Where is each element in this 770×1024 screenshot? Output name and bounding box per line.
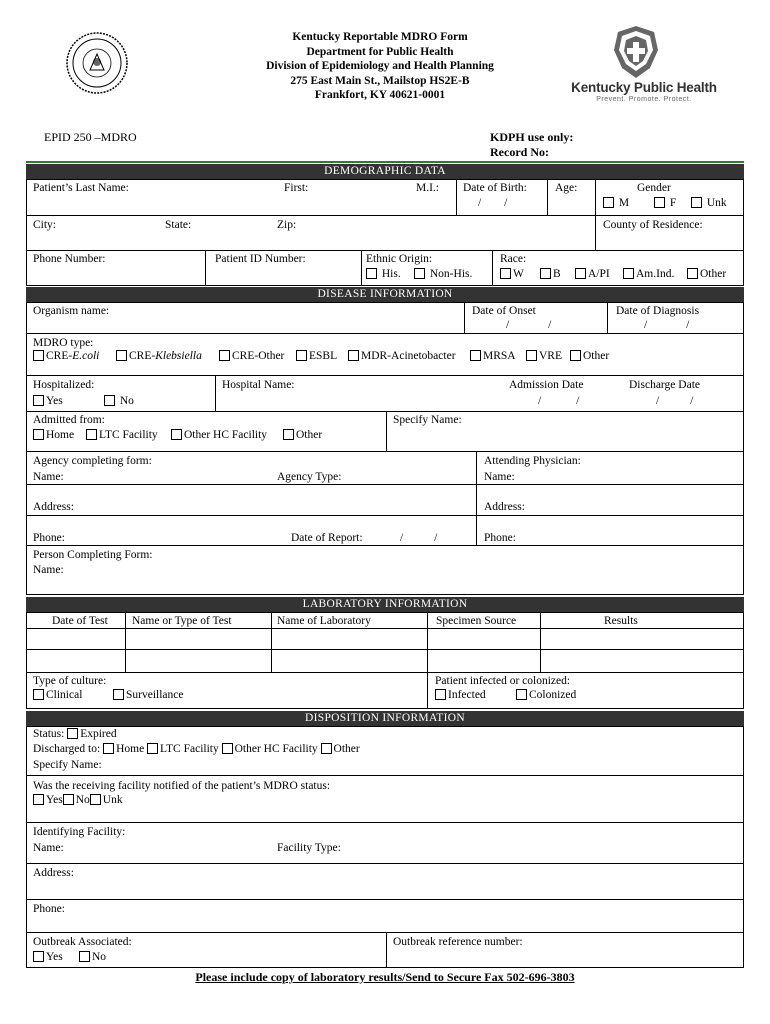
header-title: Kentucky Reportable MDRO Form [292,31,468,43]
expired-label: Expired [80,728,117,740]
colonized-checkbox[interactable] [516,689,527,700]
colonized-option[interactable]: Colonized [516,688,576,702]
discharge-date-label: Discharge Date [629,379,700,391]
specify-name-label: Specify Name: [393,414,462,426]
ethnic-origin-label: Ethnic Origin: [366,253,433,265]
culture-clinical-option[interactable]: Clinical [33,688,82,702]
record-no-label: Record No: [490,145,549,159]
header-city: Frankfort, KY 40621-0001 [314,89,446,101]
date-of-report-label: Date of Report: [291,532,363,544]
outbreak-yes-option[interactable]: Yes [33,950,63,964]
race-w-option[interactable]: W [500,267,524,281]
hospitalized-yes-option[interactable]: Yes [33,394,63,408]
gender-f-checkbox[interactable] [654,197,665,208]
gender-f-option[interactable]: F [654,196,676,210]
zip-label: Zip: [277,219,297,231]
city-label: City: [33,219,57,231]
form-header [200,30,560,103]
patient-id-label: Patient ID Number: [215,253,306,265]
race-b-option[interactable]: B [540,267,561,281]
discharged-other-hc-checkbox[interactable] [222,743,233,754]
date-of-report-slashes: / / [400,532,438,544]
hospitalized-label: Hospitalized: [33,379,95,391]
notified-options: Yes No Unk [33,793,123,807]
mdro-vre-option[interactable]: VRE [526,349,562,363]
lab-col-specimen: Specimen Source [436,615,517,627]
disease-section-header: DISEASE INFORMATION [26,287,744,302]
outbreak-reference-label: Outbreak reference number: [393,936,523,948]
kentucky-state-seal-icon [66,32,128,94]
facility-address-label: Address: [33,867,74,879]
county-label: County of Residence: [603,219,703,231]
nonhis-checkbox[interactable] [414,268,425,279]
discharged-ltc-checkbox[interactable] [147,743,158,754]
infected-checkbox[interactable] [435,689,446,700]
age-label: Age: [555,182,578,194]
demographic-section-header: DEMOGRAPHIC DATA [26,164,744,179]
discharge-slashes: / / [656,395,694,407]
agency-completing-label: Agency completing form: [33,455,152,467]
dob-slashes: / / [478,197,508,209]
person-completing-label: Person Completing Form: [33,549,153,561]
race-other-option[interactable]: Other [687,267,726,281]
facility-phone-label: Phone: [33,903,65,915]
ethnic-nonhis-option[interactable]: Non-His. [414,267,472,281]
facility-name-label: Name: [33,842,64,854]
hospitalized-no-option[interactable]: No [104,394,134,408]
lab-col-test: Name or Type of Test [132,615,232,627]
kdph-use-block [490,130,573,160]
last-name-label: Patient’s Last Name: [33,182,129,194]
admitted-other-option[interactable]: Other [283,428,322,442]
agency-phone-label: Phone: [33,532,65,544]
organism-label: Organism name: [33,305,110,317]
ethnic-his-option[interactable]: His. [366,267,401,281]
gender-unk-option[interactable]: Unk [691,196,727,210]
gender-label: Gender [637,182,671,194]
mdro-other-checkbox[interactable] [570,350,581,361]
admitted-other-hc-option[interactable]: Other HC Facility [171,428,267,442]
agency-type-label: Agency Type: [277,471,342,483]
lab-col-laboratory: Name of Laboratory [277,615,371,627]
phone-number-label: Phone Number: [33,253,106,265]
onset-label: Date of Onset [472,305,536,317]
admission-slashes: / / [538,395,580,407]
lab-col-date: Date of Test [52,615,108,627]
gender-m-option[interactable]: M [603,196,629,210]
disposition-specify-label: Specify Name: [33,759,102,771]
vre-checkbox[interactable] [526,350,537,361]
notified-no-checkbox[interactable] [63,794,74,805]
infected-colonized-label: Patient infected or colonized: [435,675,571,687]
person-name-label: Name: [33,564,64,576]
footer-instruction: Please include copy of laboratory results/Send to Secure Fax 502-696-3803 [195,970,575,984]
esbl-checkbox[interactable] [296,350,307,361]
outbreak-associated-label: Outbreak Associated: [33,936,132,948]
mdro-other-option[interactable]: Other [570,349,609,363]
status-label: Status: Expired [33,728,117,740]
cre-other-checkbox[interactable] [219,350,230,361]
outbreak-no-checkbox[interactable] [79,951,90,962]
race-api-checkbox[interactable] [575,268,586,279]
outbreak-no-option[interactable]: No [79,950,106,964]
acinetobacter-checkbox[interactable] [348,350,359,361]
outbreak-yes-checkbox[interactable] [33,951,44,962]
clinical-checkbox[interactable] [33,689,44,700]
admitted-from-label: Admitted from: [33,414,105,426]
physician-phone-label: Phone: [484,532,516,544]
physician-name-label: Name: [484,471,515,483]
mdro-esbl-option[interactable]: ESBL [296,349,337,363]
hospitalized-no-checkbox[interactable] [104,395,115,406]
state-label: State: [165,219,192,231]
race-api-option[interactable]: A/PI [575,267,610,281]
header-division: Division of Epidemiology and Health Planning [266,60,494,72]
infected-option[interactable]: Infected [435,688,486,702]
surveillance-checkbox[interactable] [113,689,124,700]
agency-address-label: Address: [33,501,74,513]
header-address: 275 East Main St., Mailstop HS2E-B [290,74,470,87]
notified-yes-checkbox[interactable] [33,794,44,805]
logo-tagline: Prevent. Promote. Protect. [596,96,692,103]
admitted-home-checkbox[interactable] [33,429,44,440]
culture-surveillance-option[interactable]: Surveillance [113,688,183,702]
disposition-section-header: DISPOSITION INFORMATION [26,711,744,726]
header-department: Department for Public Health [306,45,454,58]
kdph-use-label: KDPH use only: [490,130,574,144]
admitted-other-checkbox[interactable] [283,429,294,440]
discharged-home-checkbox[interactable] [103,743,114,754]
agency-name-label: Name: [33,471,64,483]
attending-physician-label: Attending Physician: [484,455,581,467]
logo-name: Kentucky Public Health [571,80,717,95]
header-divider [26,161,744,163]
hospitalized-yes-checkbox[interactable] [33,395,44,406]
admission-date-label: Admission Date [509,379,584,391]
race-other-checkbox[interactable] [687,268,698,279]
laboratory-section-header: LABORATORY INFORMATION [26,597,744,612]
identifying-facility-label: Identifying Facility: [33,826,126,838]
physician-address-label: Address: [484,501,525,513]
mdro-acinetobacter-option[interactable]: MDR-Acinetobacter [348,349,456,363]
his-checkbox[interactable] [366,268,377,279]
mi-label: M.I.: [416,182,439,194]
notified-question: Was the receiving facility notified of the patient’s MDRO status: [33,780,331,792]
mrsa-checkbox[interactable] [470,350,481,361]
first-name-label: First: [284,182,309,194]
ecoli-checkbox[interactable] [33,350,44,361]
diagnosis-label: Date of Diagnosis [616,305,700,317]
admitted-home-option[interactable]: Home [33,428,74,442]
race-label: Race: [500,253,527,265]
mdro-type-label: MDRO type: [33,337,94,349]
mdro-klebsiella-option[interactable]: CRE-Klebsiella [116,349,202,363]
admitted-other-hc-checkbox[interactable] [171,429,182,440]
diagnosis-slashes: / / [644,319,690,331]
race-b-checkbox[interactable] [540,268,551,279]
gender-unk-checkbox[interactable] [691,197,702,208]
culture-type-label: Type of culture: [33,675,107,687]
form-id: EPID 250 –MDRO [44,130,137,144]
discharged-other-checkbox[interactable] [321,743,332,754]
facility-type-label: Facility Type: [277,842,341,854]
race-amind-checkbox[interactable] [623,268,634,279]
dob-label: Date of Birth: [463,182,527,194]
notified-unk-checkbox[interactable] [90,794,101,805]
klebsiella-checkbox[interactable] [116,350,127,361]
expired-checkbox[interactable] [67,728,78,739]
race-amind-option[interactable]: Am.Ind. [623,267,674,281]
onset-slashes: / / [506,319,552,331]
discharged-to-row: Discharged to: Home LTC Facility Other HC Facility Other [33,743,360,755]
mdro-mrsa-option[interactable]: MRSA [470,349,516,363]
race-w-checkbox[interactable] [500,268,511,279]
admitted-ltc-option[interactable]: LTC Facility [86,428,158,442]
admitted-ltc-checkbox[interactable] [86,429,97,440]
lab-col-results: Results [604,615,638,627]
mdro-ecoli-option[interactable]: CRE-E.coli [33,349,99,363]
mdro-cre-other-option[interactable]: CRE-Other [219,349,284,363]
gender-m-checkbox[interactable] [603,197,614,208]
hospital-name-label: Hospital Name: [222,379,295,391]
